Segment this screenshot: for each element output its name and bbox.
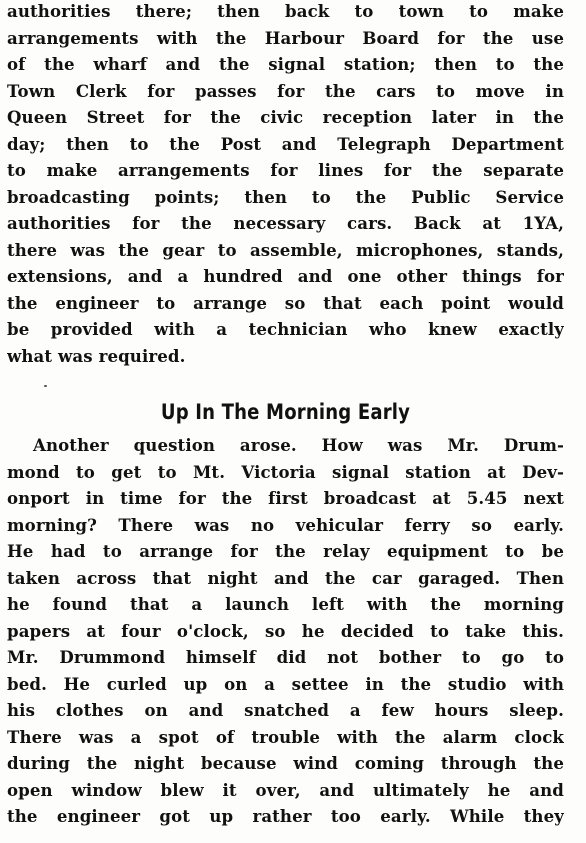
paragraph-2	[7, 432, 564, 830]
text-line: mond to get to Mt. Victoria signal station at Dev-	[7, 461, 564, 482]
text-line: taken across that night and the car garaged. Then	[7, 567, 564, 588]
text-line: authorities there; then back to town to make	[7, 1, 564, 21]
text-line: his clothes on and snatched a few hours sleep.	[7, 700, 564, 720]
text-line: extensions, and a hundred and one other things for	[7, 266, 564, 286]
text-line: arrangements with the Harbour Board for the use	[7, 27, 564, 48]
text-line: during the night because wind coming through the	[7, 753, 564, 773]
text-line: be provided with a technician who knew exactly	[7, 319, 564, 339]
text-line: what was required.	[7, 345, 186, 366]
text-line: he found that a launch left with the morning	[7, 594, 564, 614]
text-line: Mr. Drummond himself did not bother to go to	[7, 647, 564, 667]
text-column	[7, 0, 564, 830]
text-line: day; then to the Post and Telegraph Department	[7, 133, 564, 154]
text-line: Another question arose. How was Mr. Drum-	[33, 435, 564, 455]
text-line: authorities for the necessary cars. Back at 1YA,	[7, 213, 564, 233]
text-line: There was a spot of trouble with the alarm clock	[7, 726, 564, 747]
text-line: there was the gear to assemble, microphones, stands,	[7, 239, 564, 260]
text-line: Town Clerk for passes for the cars to move in	[7, 80, 564, 101]
text-line: He had to arrange for the relay equipment to be	[7, 541, 564, 561]
text-line: open window blew it over, and ultimately he and	[7, 779, 564, 800]
paragraph-1	[7, 0, 564, 369]
text-line: papers at four o'clock, so he decided to take this.	[7, 620, 564, 641]
text-line: the engineer got up rather too early. While they	[7, 806, 564, 826]
text-line: of the wharf and the signal station; then to the	[7, 54, 564, 74]
print-speck	[44, 385, 47, 387]
text-line: the engineer to arrange so that each point would	[7, 292, 564, 313]
text-line: broadcasting points; then to the Public Service	[7, 186, 564, 207]
text-line: morning? There was no vehicular ferry so early.	[7, 514, 564, 535]
text-line: Queen Street for the civic reception later in the	[7, 107, 564, 127]
text-line: to make arrangements for lines for the separate	[7, 160, 564, 180]
text-line: onport in time for the first broadcast at 5.45 next	[7, 488, 564, 508]
text-line: bed. He curled up on a settee in the studio with	[7, 673, 564, 694]
section-heading: Up In The Morning Early	[160, 400, 411, 424]
